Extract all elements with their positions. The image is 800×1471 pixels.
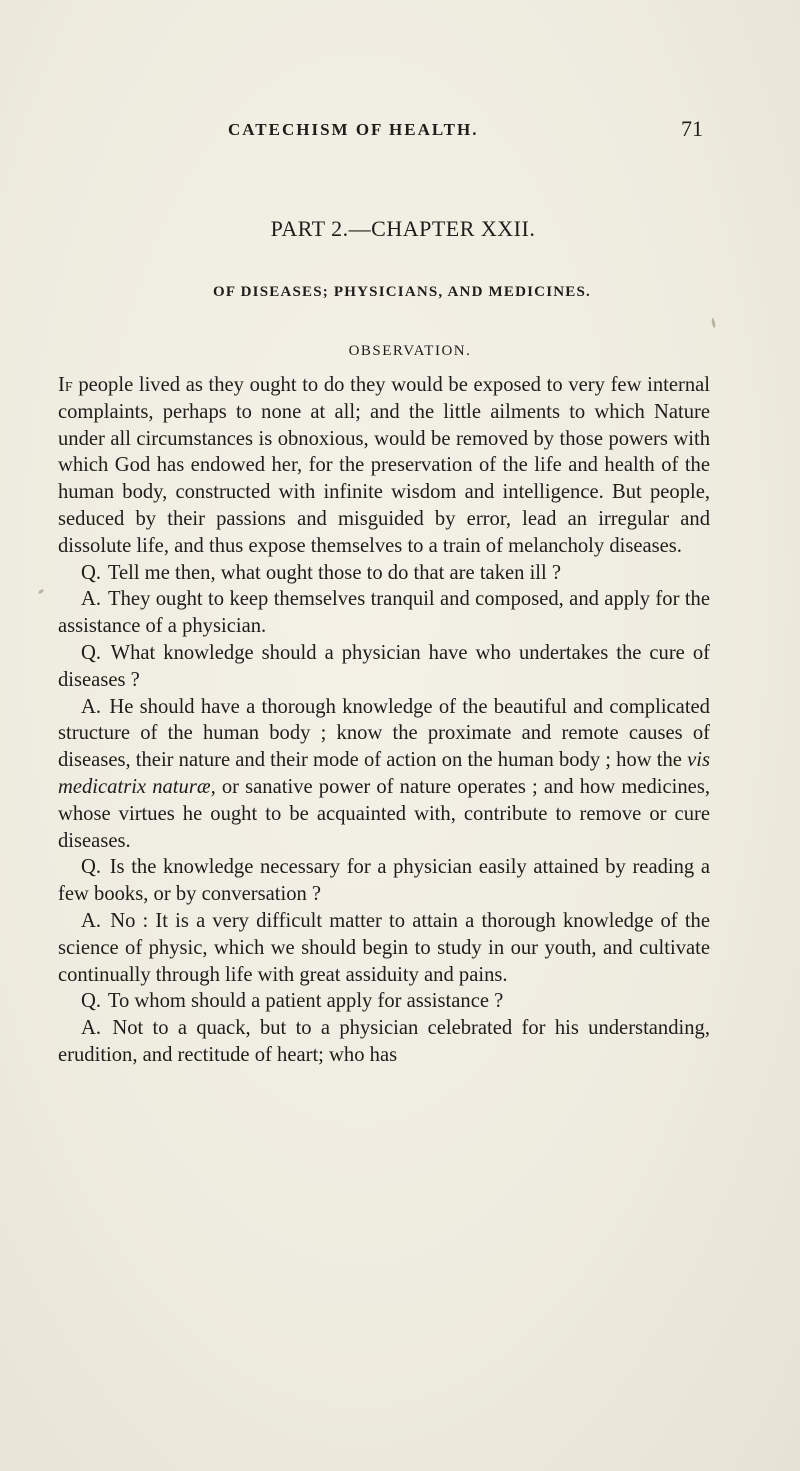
running-head xyxy=(0,116,800,144)
question-text: Is the knowledge necessary for a physician easily attained by reading a few books, or by conversation ? xyxy=(58,856,710,906)
answer-text: Not to a quack, but to a physician celebrated for his understanding, erudition, and rectitude of heart; who has xyxy=(58,1017,710,1066)
part-heading: PART 2.—CHAPTER XXII. xyxy=(270,216,536,241)
section-heading: OBSERVATION. xyxy=(348,343,472,359)
answer-marker: A. xyxy=(81,1017,102,1040)
observation-paragraph xyxy=(58,372,710,560)
drop-initial: If xyxy=(58,374,73,396)
chapter-title: OF DISEASES; PHYSICIANS, AND MEDICINES. xyxy=(213,284,591,300)
question-paragraph xyxy=(58,854,710,908)
question-marker: Q. xyxy=(81,856,102,879)
latin-phrase: vis medicatrix naturæ, xyxy=(58,749,710,798)
question-marker: Q. xyxy=(81,641,102,664)
question-paragraph xyxy=(58,560,710,587)
running-title: CATECHISM OF HEALTH. xyxy=(228,120,479,139)
page-number: 71 xyxy=(681,116,703,141)
answer-text: No : It is a very difficult matter to attain a thorough knowledge of the science of physic, which we should begin to study in our youth, and cultivate continually through life with great assiduity and pains. xyxy=(58,909,710,986)
question-text: What knowledge should a physician have who undertakes the cure of diseases ? xyxy=(58,641,710,691)
answer-marker: A. xyxy=(81,909,102,932)
answer-paragraph xyxy=(58,908,710,988)
answer-marker: A. xyxy=(81,588,102,611)
answer-paragraph xyxy=(58,1015,710,1069)
answer-marker: A. xyxy=(81,695,102,718)
paper-speck xyxy=(711,318,716,328)
observation-text: people lived as they ought to do they would be exposed to very few internal complaints, perhaps to none at all; and the little ailments to which Nature under all circumstances is obnoxious, would be removed by those powers with which God has endowed her, for the preservation of the life and health of the human body, constructed with infinite wisdom and intelligence. But people, seduced by their passions and misguided by error, lead an irregular and dissolute life, and thus expose themselves to a train of melancholy diseases. xyxy=(58,374,710,557)
question-paragraph xyxy=(58,988,710,1015)
question-marker: Q. xyxy=(81,990,102,1013)
question-text: Tell me then, what ought those to do that are taken ill ? xyxy=(107,561,562,584)
question-text: To whom should a patient apply for assistance ? xyxy=(107,990,504,1013)
question-marker: Q. xyxy=(81,561,102,584)
answer-text: They ought to keep themselves tranquil and composed, and apply for the assistance of a physician. xyxy=(58,588,710,638)
paper-speck xyxy=(38,589,45,595)
answer-paragraph xyxy=(58,694,710,855)
answer-text-end: or sanative power of nature operates ; and how medicines, whose virtues he ought to be acquainted with, contribute to remove or cure diseases. xyxy=(58,775,710,852)
body-text xyxy=(58,372,710,1069)
answer-paragraph xyxy=(58,586,710,640)
question-paragraph xyxy=(58,640,710,694)
answer-text-start: He should have a thorough knowledge of the beautiful and complicated structure of the human body ; know the proximate and remote causes of diseases, their nature and their mode of action on the human body ; how the xyxy=(58,695,710,772)
